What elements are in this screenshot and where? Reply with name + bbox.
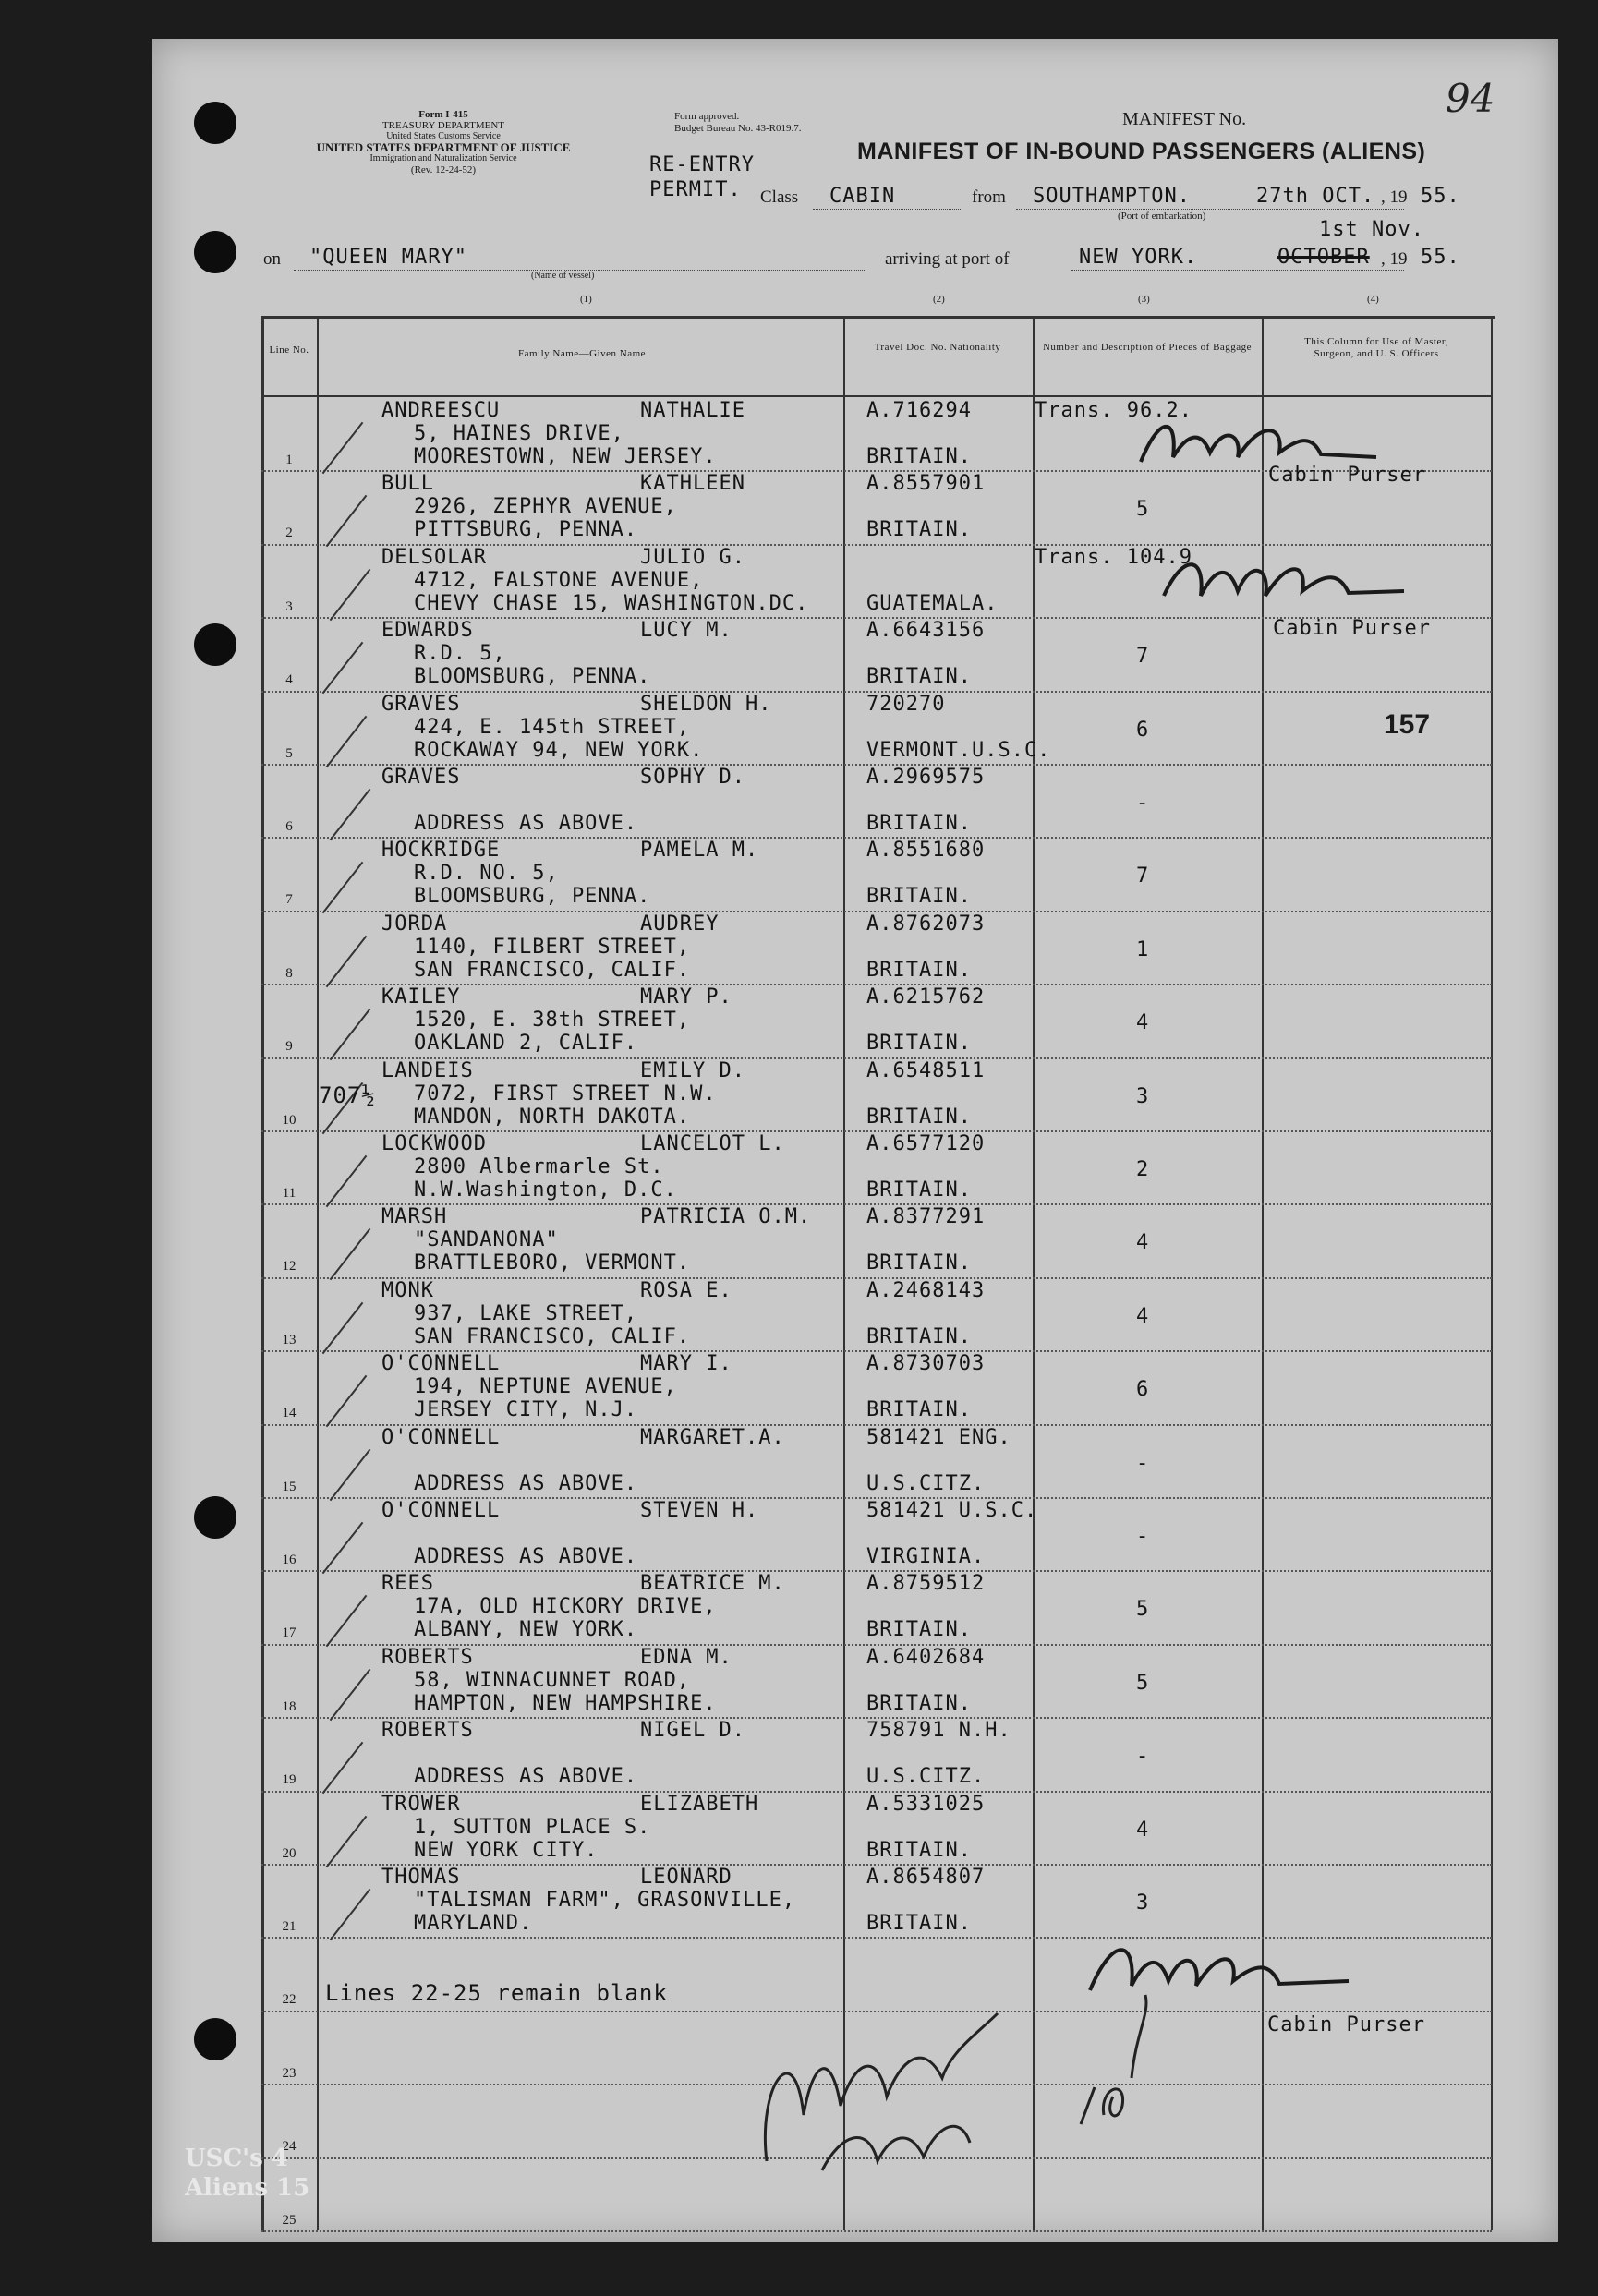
baggage: - xyxy=(1136,1745,1150,1769)
family-name: KAILEY xyxy=(381,985,461,1009)
line-number: 8 xyxy=(285,965,293,981)
address-line-1: 2800 Albermarle St. xyxy=(414,1155,664,1178)
nationality: BRITAIN. xyxy=(866,1398,972,1422)
manifest-title: MANIFEST OF IN-BOUND PASSENGERS (ALIENS) xyxy=(857,139,1426,164)
officer-note-157: 157 xyxy=(1384,709,1431,740)
nationality: BRITAIN. xyxy=(866,1618,972,1642)
address-line-2: ALBANY, NEW YORK. xyxy=(414,1618,638,1642)
family-name: ROBERTS xyxy=(381,1645,474,1669)
travel-doc-no: A.6402684 xyxy=(866,1645,986,1669)
inspector-signature xyxy=(739,1976,1044,2189)
nationality: GUATEMALA. xyxy=(866,591,999,615)
line-number: 5 xyxy=(285,745,293,761)
arrival-year: 55. xyxy=(1421,246,1460,269)
given-name: PAMELA M. xyxy=(640,839,759,863)
family-name: O'CONNELL xyxy=(381,1352,501,1376)
address-line-1: 194, NEPTUNE AVENUE, xyxy=(414,1375,677,1399)
travel-doc-no: 581421 U.S.C. xyxy=(866,1499,1038,1522)
baggage: - xyxy=(1136,1451,1150,1475)
address-line-2: BLOOMSBURG, PENNA. xyxy=(414,885,651,909)
line-number: 4 xyxy=(285,672,293,688)
given-name: MARY I. xyxy=(640,1352,732,1376)
given-name: STEVEN H. xyxy=(640,1499,759,1522)
date-stamp-handwritten xyxy=(1062,1976,1164,2133)
given-name: KATHLEEN xyxy=(640,472,745,496)
punch-hole xyxy=(194,1496,236,1539)
address-line-2: BLOOMSBURG, PENNA. xyxy=(414,665,651,689)
address-line-2: BRATTLEBORO, VERMONT. xyxy=(414,1251,691,1275)
form-number: Form I-415 xyxy=(418,109,468,120)
nationality: BRITAIN. xyxy=(866,812,972,835)
baggage: 1 xyxy=(1136,937,1150,961)
arriving-label: arriving at port of xyxy=(885,249,1010,269)
justice-dept: UNITED STATES DEPARTMENT OF JUSTICE xyxy=(316,140,571,154)
address-line-1: 7072, FIRST STREET N.W. xyxy=(414,1082,717,1106)
baggage: 4 xyxy=(1136,1304,1150,1328)
given-name: NIGEL D. xyxy=(640,1719,745,1743)
given-name: AUDREY xyxy=(640,912,720,936)
arrival-port: NEW YORK. xyxy=(1079,246,1198,269)
permit-label: PERMIT. xyxy=(649,178,742,201)
form-approved: Form approved. xyxy=(674,111,740,122)
given-name: MARGARET.A. xyxy=(640,1425,785,1449)
arrival-year-prefix: , 19 xyxy=(1381,249,1408,269)
form-id-block xyxy=(263,109,623,175)
given-name: SHELDON H. xyxy=(640,692,772,716)
col-divider xyxy=(317,316,319,2230)
given-name: SOPHY D. xyxy=(640,766,745,789)
line-number: 1 xyxy=(285,453,293,467)
header-travel-doc: Travel Doc. No. Nationality xyxy=(874,342,1001,353)
line-number: 23 xyxy=(282,2065,297,2081)
address-line-1: "SANDANONA" xyxy=(414,1228,559,1252)
line-number: 15 xyxy=(282,1479,297,1494)
nationality: BRITAIN. xyxy=(866,518,972,542)
nationality: VIRGINIA. xyxy=(866,1545,986,1568)
header-name: Family Name—Given Name xyxy=(517,348,647,359)
travel-doc-no: A.6577120 xyxy=(866,1132,986,1155)
address-line-2: ADDRESS AS ABOVE. xyxy=(414,1471,638,1495)
header-baggage: Number and Description of Pieces of Baggage xyxy=(1042,342,1253,353)
vessel-note: (Name of vessel) xyxy=(531,271,595,281)
footer-aliens: Aliens 15 xyxy=(185,2174,310,2202)
address-line-2: MANDON, NORTH DAKOTA. xyxy=(414,1105,691,1129)
col-divider xyxy=(843,316,845,2230)
family-name: GRAVES xyxy=(381,766,461,789)
line-number: 9 xyxy=(285,1039,293,1055)
from-underline xyxy=(1016,209,1404,210)
nationality: BRITAIN. xyxy=(866,1912,972,1935)
family-name: REES xyxy=(381,1572,434,1596)
family-name: HOCKRIDGE xyxy=(381,839,501,863)
baggage: 6 xyxy=(1136,1378,1150,1402)
address-line-1: 937, LAKE STREET, xyxy=(414,1301,638,1325)
address-line-2: NEW YORK CITY. xyxy=(414,1838,599,1862)
family-name: THOMAS xyxy=(381,1866,461,1889)
address-line-2: SAN FRANCISCO, CALIF. xyxy=(414,958,691,982)
nationality: BRITAIN. xyxy=(866,1691,972,1715)
port-embark-note: (Port of embarkation) xyxy=(1118,211,1206,222)
travel-doc-no: 758791 N.H. xyxy=(866,1719,1011,1743)
given-name: LANCELOT L. xyxy=(640,1132,785,1155)
header-line-no: Line No. xyxy=(269,344,309,356)
address-line-1: 1, SUTTON PLACE S. xyxy=(414,1815,651,1839)
baggage: - xyxy=(1136,792,1150,815)
row-divider xyxy=(261,2230,1492,2232)
footer-usc: USC's 4 xyxy=(185,2145,288,2172)
baggage: Trans. 104.9 xyxy=(1035,545,1192,569)
address-line-2: ROCKAWAY 94, NEW YORK. xyxy=(414,738,704,762)
col-divider xyxy=(1033,316,1035,2230)
punch-hole xyxy=(194,231,236,273)
travel-doc-no: A.8730703 xyxy=(866,1352,986,1376)
travel-doc-no: A.6215762 xyxy=(866,985,986,1009)
baggage: 4 xyxy=(1136,1818,1150,1842)
cabin-purser-3: Cabin Purser xyxy=(1267,2013,1425,2036)
given-name: LEONARD xyxy=(640,1866,732,1889)
family-name: O'CONNELL xyxy=(381,1499,501,1522)
address-line-1: 2926, ZEPHYR AVENUE, xyxy=(414,495,677,519)
nationality: BRITAIN. xyxy=(866,1251,972,1275)
given-name: ELIZABETH xyxy=(640,1792,759,1816)
purser-signature xyxy=(1122,406,1381,480)
line-number: 16 xyxy=(282,1553,297,1567)
ins-service: Immigration and Naturalization Service xyxy=(369,153,517,163)
nationality: BRITAIN. xyxy=(866,1838,972,1862)
travel-doc-no: 581421 ENG. xyxy=(866,1425,1011,1449)
nationality: BRITAIN. xyxy=(866,1105,972,1129)
from-label: from xyxy=(972,187,1006,207)
address-line-1: R.D. NO. 5, xyxy=(414,862,559,886)
address-line-1: R.D. 5, xyxy=(414,642,506,666)
on-label: on xyxy=(263,249,281,269)
travel-doc-no: A.8551680 xyxy=(866,839,986,863)
reentry-label: RE-ENTRY xyxy=(649,153,755,176)
punch-hole xyxy=(194,623,236,666)
given-name: NATHALIE xyxy=(640,399,745,422)
given-name: EMILY D. xyxy=(640,1058,745,1082)
address-line-2: N.W.Washington, D.C. xyxy=(414,1178,677,1202)
line-number: 24 xyxy=(282,2139,297,2155)
line-number: 22 xyxy=(282,1992,297,2008)
address-line-2: JERSEY CITY, N.J. xyxy=(414,1398,638,1422)
cabin-purser-2: Cabin Purser xyxy=(1273,617,1431,640)
vessel-name: "QUEEN MARY" xyxy=(309,246,467,269)
family-name: TROWER xyxy=(381,1792,461,1816)
manifest-no-label: MANIFEST No. xyxy=(1122,109,1247,129)
family-name: LANDEIS xyxy=(381,1058,474,1082)
address-line-2: CHEVY CHASE 15, WASHINGTON.DC. xyxy=(414,591,809,615)
address-line-2: HAMPTON, NEW HAMPSHIRE. xyxy=(414,1691,717,1715)
purser-signature xyxy=(1155,545,1413,619)
class-label: Class xyxy=(760,187,799,207)
class-underline xyxy=(813,209,961,210)
family-name: ANDREESCU xyxy=(381,399,501,422)
budget-bureau: Budget Bureau No. 43-R019.7. xyxy=(674,123,802,134)
baggage: 7 xyxy=(1136,864,1150,888)
nationality: U.S.CITZ. xyxy=(866,1765,986,1789)
line-number: 18 xyxy=(282,1698,297,1714)
address-line-1: 58, WINNACUNNET ROAD, xyxy=(414,1668,691,1692)
address-line-2: MARYLAND. xyxy=(414,1912,533,1935)
given-name: LUCY M. xyxy=(640,619,732,643)
travel-doc-no: A.8557901 xyxy=(866,472,986,496)
address-line-2: ADDRESS AS ABOVE. xyxy=(414,812,638,835)
family-name: O'CONNELL xyxy=(381,1425,501,1449)
address-line-1: 17A, OLD HICKORY DRIVE, xyxy=(414,1595,717,1619)
address-line-2: ADDRESS AS ABOVE. xyxy=(414,1765,638,1789)
punch-hole xyxy=(194,2018,236,2060)
address-line-1: 5, HAINES DRIVE, xyxy=(414,422,624,445)
nationality: BRITAIN. xyxy=(866,1178,972,1202)
header-officers: This Column for Use of Master, Surgeon, and U. S. Officers xyxy=(1304,336,1448,359)
line-number: 2 xyxy=(285,526,293,541)
arrival-date-correction: 1st Nov. xyxy=(1319,218,1424,241)
travel-doc-no: A.2468143 xyxy=(866,1278,986,1302)
line-number: 20 xyxy=(282,1845,297,1861)
baggage: 2 xyxy=(1136,1158,1150,1181)
line-number: 17 xyxy=(282,1625,297,1641)
given-name: JULIO G. xyxy=(640,545,745,569)
travel-doc-no: A.8762073 xyxy=(866,912,986,936)
customs-service: United States Customs Service xyxy=(386,131,501,141)
family-name: MONK xyxy=(381,1278,434,1302)
baggage: Trans. 96.2. xyxy=(1035,399,1192,422)
address-line-2: OAKLAND 2, CALIF. xyxy=(414,1032,638,1056)
address-line-1: 4712, FALSTONE AVENUE, xyxy=(414,568,704,592)
line-number: 12 xyxy=(282,1259,297,1275)
nationality: U.S.CITZ. xyxy=(866,1471,986,1495)
address-line-1: 424, E. 145th STREET, xyxy=(414,715,691,739)
baggage: 4 xyxy=(1136,1011,1150,1035)
travel-doc-no: A.8654807 xyxy=(866,1866,986,1889)
col-divider xyxy=(1491,316,1493,2230)
travel-doc-no: A.8759512 xyxy=(866,1572,986,1596)
line-number: 7 xyxy=(285,892,293,908)
baggage: 3 xyxy=(1136,1084,1150,1108)
margin-note-line10: 707½ xyxy=(319,1082,376,1108)
col3-number: (3) xyxy=(1138,294,1150,305)
line-number: 13 xyxy=(282,1332,297,1347)
travel-doc-no: 720270 xyxy=(866,692,946,716)
address-line-2: PITTSBURG, PENNA. xyxy=(414,518,638,542)
treasury-dept: TREASURY DEPARTMENT xyxy=(381,120,505,131)
nationality: VERMONT.U.S.C. xyxy=(866,738,1051,762)
family-name: BULL xyxy=(381,472,434,496)
depart-year: 55. xyxy=(1421,185,1460,208)
baggage: 5 xyxy=(1136,1598,1150,1622)
travel-doc-no: A.2969575 xyxy=(866,766,986,789)
given-name: ROSA E. xyxy=(640,1278,732,1302)
depart-date: 27th OCT. xyxy=(1256,185,1375,208)
nationality: BRITAIN. xyxy=(866,445,972,468)
form-revision: (Rev. 12-24-52) xyxy=(410,164,477,175)
class-value: CABIN xyxy=(829,185,896,208)
arrival-underline xyxy=(1071,270,1404,271)
year-prefix: , 19 xyxy=(1381,187,1408,207)
baggage: 3 xyxy=(1136,1891,1150,1915)
address-line-2: SAN FRANCISCO, CALIF. xyxy=(414,1324,691,1348)
baggage: 4 xyxy=(1136,1231,1150,1255)
nationality: BRITAIN. xyxy=(866,958,972,982)
family-name: LOCKWOOD xyxy=(381,1132,487,1155)
family-name: JORDA xyxy=(381,912,448,936)
baggage: 7 xyxy=(1136,645,1150,669)
header-rule xyxy=(261,395,1492,397)
col1-number: (1) xyxy=(580,294,592,305)
address-line-1: "TALISMAN FARM", GRASONVILLE, xyxy=(414,1889,796,1912)
line-number: 25 xyxy=(282,2212,297,2228)
col4-number: (4) xyxy=(1367,294,1379,305)
line-number: 19 xyxy=(282,1772,297,1788)
given-name: MARY P. xyxy=(640,985,732,1009)
baggage: 5 xyxy=(1136,498,1150,522)
travel-doc-no: A.716294 xyxy=(866,399,972,422)
punch-hole xyxy=(194,102,236,144)
family-name: ROBERTS xyxy=(381,1719,474,1743)
travel-doc-no: A.5331025 xyxy=(866,1792,986,1816)
line-number: 3 xyxy=(285,598,293,614)
family-name: MARSH xyxy=(381,1205,448,1229)
family-name: EDWARDS xyxy=(381,619,474,643)
line-number: 21 xyxy=(282,1919,297,1934)
address-line-2: MOORESTOWN, NEW JERSEY. xyxy=(414,445,717,468)
baggage: 5 xyxy=(1136,1671,1150,1695)
address-line-2: ADDRESS AS ABOVE. xyxy=(414,1545,638,1568)
given-name: BEATRICE M. xyxy=(640,1572,785,1596)
given-name: PATRICIA O.M. xyxy=(640,1205,812,1229)
approval-block xyxy=(674,111,801,135)
nationality: BRITAIN. xyxy=(866,885,972,909)
line-number: 11 xyxy=(282,1186,297,1201)
travel-doc-no: A.8377291 xyxy=(866,1205,986,1229)
arrival-date-struck: OCTOBER xyxy=(1277,246,1370,269)
baggage: 6 xyxy=(1136,718,1150,742)
nationality: BRITAIN. xyxy=(866,1324,972,1348)
line-number: 6 xyxy=(285,819,293,834)
line-number: 10 xyxy=(282,1112,297,1128)
cabin-purser-1: Cabin Purser xyxy=(1268,464,1426,487)
nationality: BRITAIN. xyxy=(866,1032,972,1056)
travel-doc-no: A.6548511 xyxy=(866,1058,986,1082)
family-name: GRAVES xyxy=(381,692,461,716)
travel-doc-no: A.6643156 xyxy=(866,619,986,643)
page-number: 94 xyxy=(1446,76,1495,121)
from-port: SOUTHAMPTON. xyxy=(1033,185,1191,208)
address-line-1: 1520, E. 38th STREET, xyxy=(414,1009,691,1033)
family-name: DELSOLAR xyxy=(381,545,487,569)
line-number: 14 xyxy=(282,1406,297,1421)
baggage: - xyxy=(1136,1525,1150,1548)
col2-number: (2) xyxy=(933,294,945,305)
address-line-1: 1140, FILBERT STREET, xyxy=(414,935,691,959)
lines-blank-note: Lines 22-25 remain blank xyxy=(325,1980,668,2006)
nationality: BRITAIN. xyxy=(866,665,972,689)
given-name: EDNA M. xyxy=(640,1645,732,1669)
